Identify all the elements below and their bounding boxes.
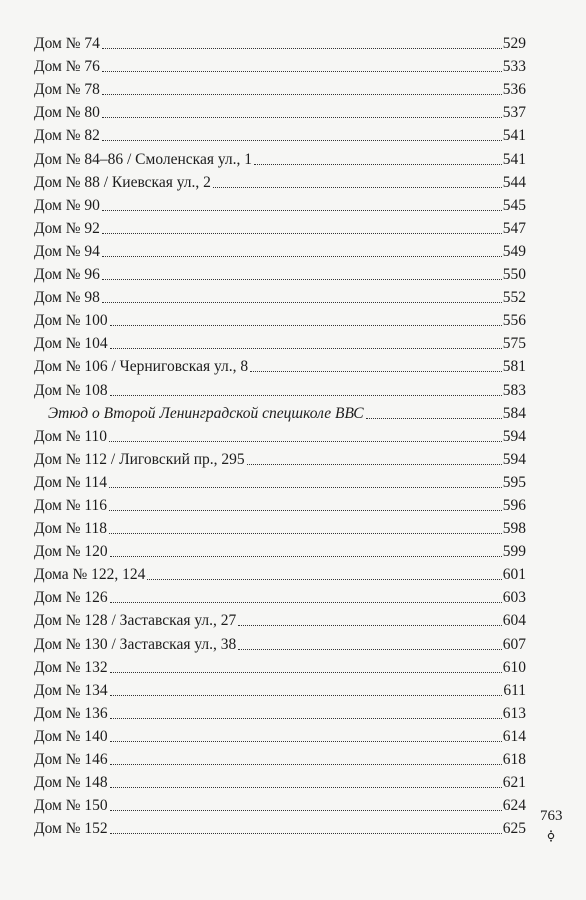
dot-leader [102,48,502,49]
toc-entry-label: Дом № 108 [34,381,108,399]
dot-leader [238,625,501,626]
dot-leader [109,441,502,442]
toc-entry [34,53,526,76]
toc-entry [34,192,526,215]
toc-entry [34,30,526,53]
dot-leader [110,833,502,834]
toc-entry-page: 541 [502,150,526,168]
toc-entry [34,353,526,376]
dot-leader [102,210,502,211]
dot-leader [102,256,502,257]
toc-entry-label: Дом № 88 / Киевская ул., 2 [34,173,211,191]
dot-leader [110,325,502,326]
toc-entry-label: Дом № 152 [34,820,108,838]
dot-leader [147,579,501,580]
toc-entry-label: Дом № 120 [34,543,108,561]
dot-leader [110,672,502,673]
toc-entry [34,122,526,145]
toc-entry-label: Дом № 78 [34,81,100,99]
dot-leader [102,94,502,95]
toc-entry-label: Дом № 74 [34,35,100,53]
toc-entry-page: 533 [502,58,526,76]
toc-entry-page: 594 [502,450,526,468]
toc-entry-label: Дом № 90 [34,196,100,214]
toc-entry-page: 598 [502,520,526,538]
toc-entry-page: 607 [502,635,526,653]
toc-entry-label: Дом № 110 [34,427,108,445]
toc-entry-page: 583 [502,381,526,399]
toc-entry-page: 537 [502,104,526,122]
toc-entry [34,238,526,261]
toc-entry [34,215,526,238]
dot-leader [102,302,502,303]
toc-entry-page: 584 [502,404,526,422]
toc-entry-page: 624 [502,797,526,815]
toc-entry-page: 625 [502,820,526,838]
toc-entry-label: Дом № 106 / Черниговская ул., 8 [34,358,249,376]
toc-entry [34,284,526,307]
toc-entry-label: Дом № 80 [34,104,100,122]
toc-entry [34,307,526,330]
toc-entry-label: Дом № 100 [34,312,108,330]
toc-entry-page: 552 [502,289,526,307]
toc-entry-page: 545 [502,196,526,214]
toc-entry-page: 596 [502,496,526,514]
dot-leader [109,510,502,511]
dot-leader [110,764,502,765]
toc-entry-label: Дом № 146 [34,751,108,768]
dot-leader [238,649,501,650]
toc-entry-page: 599 [502,543,526,561]
toc-entry-page: 536 [502,81,526,99]
dot-leader [110,556,502,557]
toc-entry-page: 529 [502,35,526,53]
toc-entry [34,584,526,607]
toc-entry-label: Дом № 114 [34,473,108,491]
dot-leader [102,71,502,72]
toc-entry-label: Дом № 126 [34,589,108,607]
dot-leader [250,371,502,372]
toc-entry-page: 544 [502,173,526,191]
toc-entry-page: 581 [502,358,526,376]
dot-leader [110,741,502,742]
toc-entry-page: 613 [502,704,526,722]
ornament-icon [544,830,558,842]
dot-leader [213,187,502,188]
toc-entry-label: Дом № 96 [34,266,100,284]
toc-entry [34,469,526,492]
dot-leader [366,418,502,419]
toc-entry [34,815,526,838]
dot-leader [102,140,502,141]
toc-entry-essay [34,400,526,423]
toc-entry [34,99,526,122]
dot-leader [102,117,502,118]
toc-entry [34,677,526,700]
toc-entry [34,792,526,815]
dot-leader [110,787,502,788]
toc-entry-page: 549 [502,242,526,260]
toc-entry-page: 541 [502,127,526,145]
table-of-contents [34,30,526,838]
dot-leader [102,233,502,234]
toc-entry [34,76,526,99]
toc-entry-label: Дом № 84–86 / Смоленская ул., 1 [34,150,253,168]
toc-entry-label: Дом № 140 [34,727,108,745]
toc-entry [34,538,526,561]
toc-entry-label: Дом № 76 [34,58,100,76]
toc-entry-page: 614 [502,727,526,745]
dot-leader [110,602,502,603]
dot-leader [102,279,502,280]
toc-entry [34,561,526,584]
dot-leader [110,695,503,696]
toc-entry-page: 595 [502,473,526,491]
toc-entry-page: 556 [502,312,526,330]
toc-entry-label: Дом № 136 [34,704,108,722]
toc-entry-label: Дом № 130 / Заставская ул., 38 [34,635,237,653]
toc-entry [34,769,526,792]
toc-entry-page: 601 [502,566,526,584]
toc-entry-label: Дом № 116 [34,496,108,514]
toc-entry-label: Дом № 92 [34,219,100,237]
toc-entry-label: Дом № 94 [34,242,100,260]
toc-entry-label: Дом № 98 [34,289,100,307]
toc-entry-page: 611 [503,681,526,699]
toc-entry-label: Дом № 128 / Заставская ул., 27 [34,612,237,630]
toc-entry-label: Дом № 148 [34,774,108,792]
toc-entry-page: 621 [502,774,526,792]
toc-entry [34,654,526,677]
toc-entry [34,700,526,723]
toc-entry-label: Дом № 150 [34,797,108,815]
toc-entry-page: 575 [502,335,526,353]
toc-entry-page: 610 [502,658,526,676]
toc-entry [34,746,526,769]
toc-entry-page: 547 [502,219,526,237]
toc-entry [34,723,526,746]
toc-entry-label: Дом № 112 / Лиговский пр., 295 [34,450,245,468]
toc-entry-page: 618 [502,751,526,768]
dot-leader [254,164,502,165]
dot-leader [110,718,502,719]
toc-entry-label: Дома № 122, 124 [34,566,146,584]
toc-entry [34,330,526,353]
toc-entry-page: 550 [502,266,526,284]
page-number: 763 [540,808,563,824]
dot-leader [247,464,502,465]
dot-leader [110,810,502,811]
dot-leader [110,395,502,396]
toc-entry-label: Дом № 134 [34,681,108,699]
toc-entry [34,145,526,168]
toc-entry [34,515,526,538]
toc-entry [34,423,526,446]
toc-entry-label: Дом № 82 [34,127,100,145]
toc-entry-page: 604 [502,612,526,630]
dot-leader [109,487,502,488]
toc-entry-label: Дом № 132 [34,658,108,676]
toc-entry [34,446,526,469]
toc-entry-label: Этюд о Второй Ленинградской спецшколе ВВС [48,404,364,422]
toc-entry [34,607,526,630]
toc-entry [34,261,526,284]
toc-entry-label: Дом № 104 [34,335,108,353]
toc-entry [34,169,526,192]
toc-entry [34,630,526,653]
toc-entry-label: Дом № 118 [34,520,108,538]
dot-leader [110,348,502,349]
toc-entry-page: 603 [502,589,526,607]
toc-entry-page: 594 [502,427,526,445]
toc-entry [34,376,526,399]
toc-entry [34,492,526,515]
dot-leader [109,533,502,534]
